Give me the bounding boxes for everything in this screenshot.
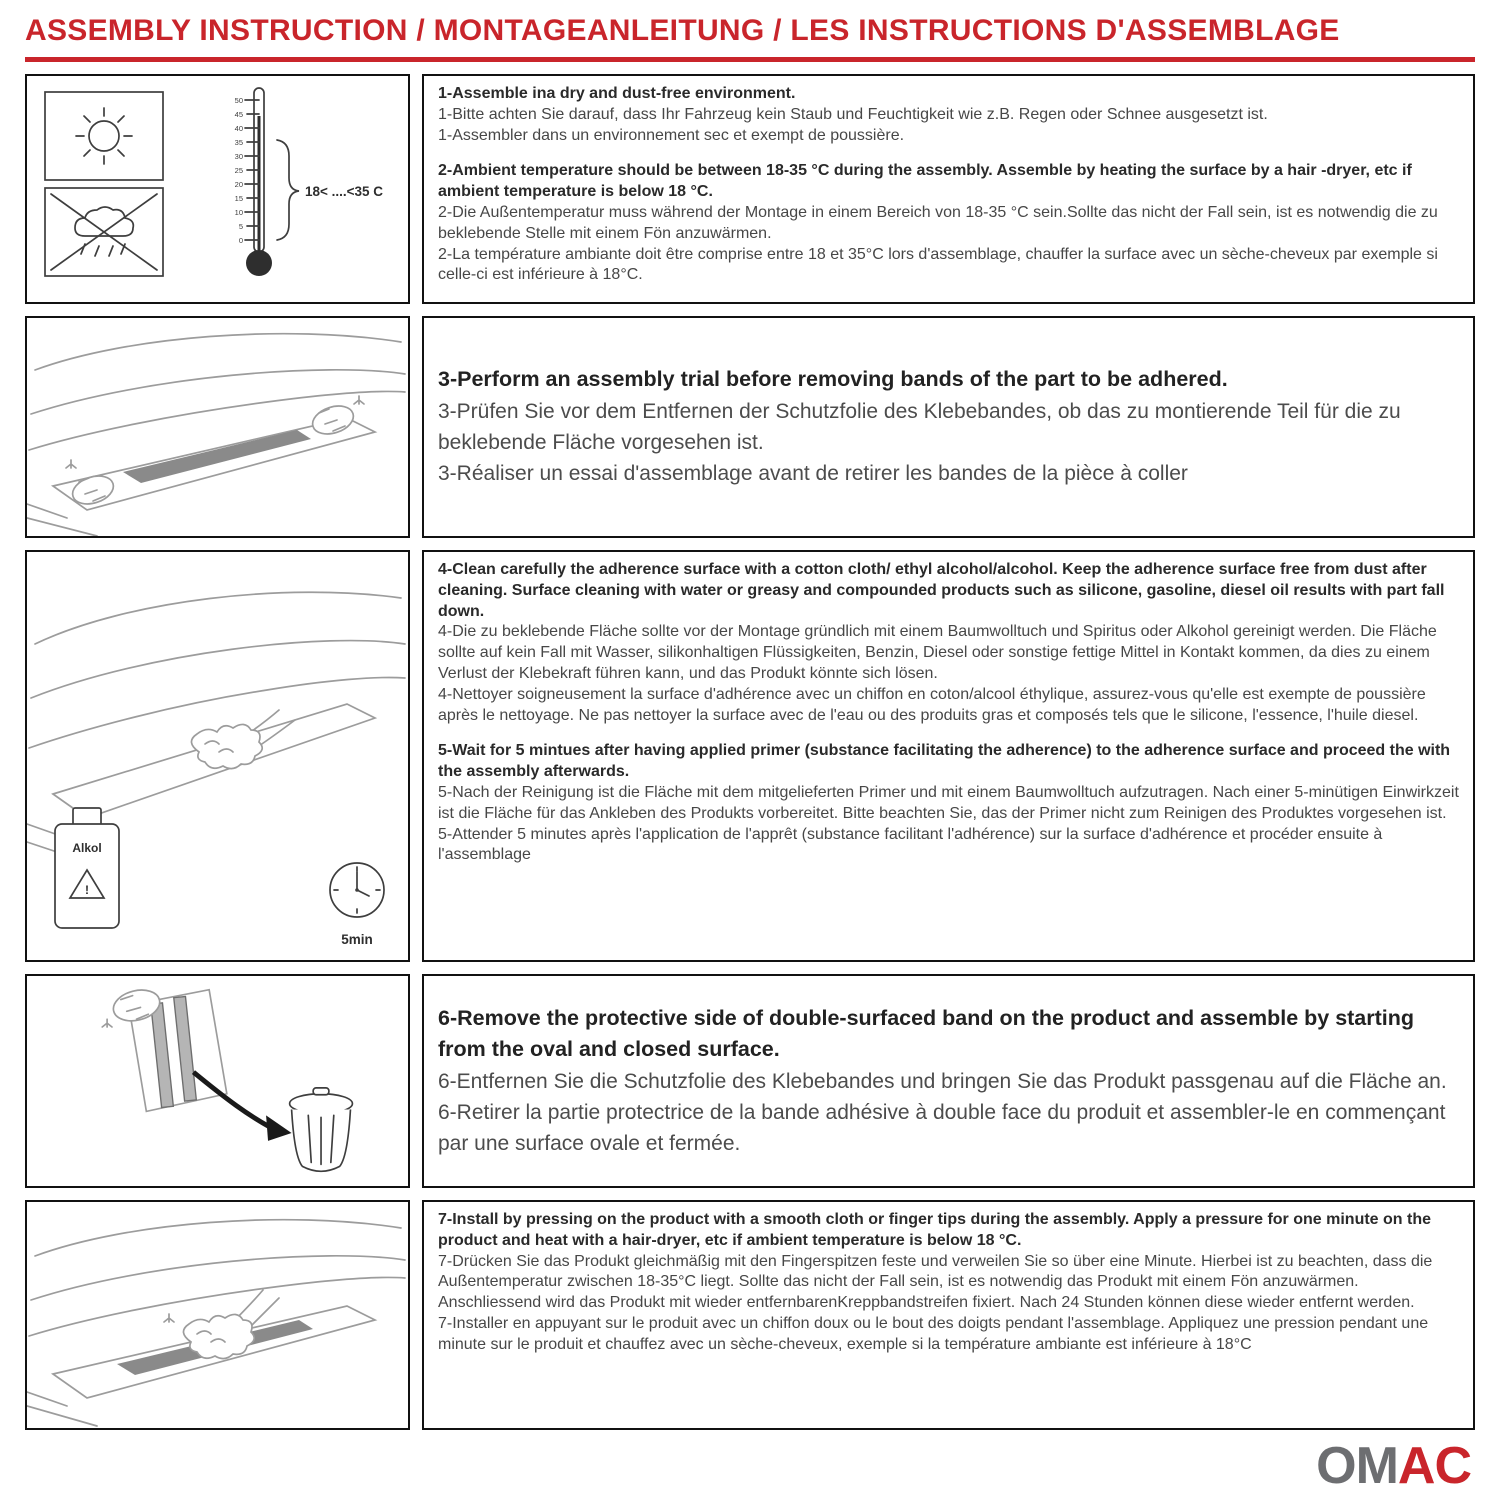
svg-text:0: 0 bbox=[238, 236, 243, 245]
instruction-text-1-2 bbox=[422, 74, 1475, 304]
figure-trial-fit bbox=[25, 316, 410, 538]
instruction-text-6 bbox=[422, 974, 1475, 1188]
instruction-row-trial bbox=[25, 316, 1475, 538]
page-title: ASSEMBLY INSTRUCTION / MONTAGEANLEITUNG / LES INSTRUCTIONS D'ASSEMBLAGE bbox=[25, 14, 1340, 47]
press-install-illustration bbox=[27, 1202, 408, 1428]
clock-icon bbox=[330, 863, 384, 947]
step6-fr: 6-Retirer la partie protectrice de la bande adhésive à double face du produit et assembler-le en commençant par une surface ovale et fermée. bbox=[438, 1101, 1446, 1156]
sun-box bbox=[45, 92, 163, 180]
sun-icon bbox=[76, 108, 132, 164]
figure-press-install bbox=[25, 1200, 410, 1430]
step5-en: 5-Wait for 5 mintues after having applied primer (substance facilitating the adherence) to the adherence surface and proceed the with the assembly afterwards. bbox=[438, 742, 1451, 781]
title-underline bbox=[25, 57, 1475, 62]
figure-cleaning bbox=[25, 550, 410, 962]
instruction-text-7 bbox=[422, 1200, 1475, 1430]
svg-text:25: 25 bbox=[234, 166, 243, 175]
step3-de: 3-Prüfen Sie vor dem Entfernen der Schutzfolie des Klebebandes, ob das zu montierende Teil für die zu beklebende Fläche vorgesehen ist. bbox=[438, 400, 1401, 455]
step7-de: 7-Drücken Sie das Produkt gleichmäßig mit den Fingerspitzen feste und verweilen Sie so über eine Minute. Hierbei ist zu beachten, dass die Außentemperatur zwischen 18-35°C liegt. Sollte das nicht der Fall sein, ist es notwendig das Produkt mit einem Fön anzuwärmen. Anschliessend wird das Produkt mit wieder entfernbarenKreppbandstreifen fixiert. Nach 24 Stunden können diese wieder entfernt werden. bbox=[438, 1252, 1433, 1312]
svg-text:10: 10 bbox=[234, 208, 243, 217]
step4-de: 4-Die zu beklebende Fläche sollte vor der Montage gründlich mit einem Baumwolltuch und Spiritus oder Alkohol gereinigt werden. Die Fläche sollte auf kein Fall mit Wasser, silikonhaltigen Flüssigkeiten, Benzin, Diesel oder sonstige fettige Mittel in Kontakt kommen, da dies zu einem Verlust der Klebekraft führen kann, und das Produkt könnte sich lösen. bbox=[438, 623, 1437, 682]
instruction-row-press bbox=[25, 1200, 1475, 1430]
instruction-row-peel bbox=[25, 974, 1475, 1188]
step7-en: 7-Install by pressing on the product with a smooth cloth or finger tips during the assembly. Apply a pressure for one minute on the product and heat with a hair-dryer, etc if ambient temperature is below 18 °C. bbox=[438, 1211, 1431, 1249]
figure-environment bbox=[25, 74, 410, 304]
step4-fr: 4-Nettoyer soigneusement la surface d'adhérence avec un chiffon en coton/alcool éthylique, assurez-vous qu'elle est exempte de poussière après le nettoyage. Ne pas nettoyer la surface avec de l'eau ou des produits gras et composés tels que le silicone, l'essence, l'huile diesel. bbox=[438, 685, 1426, 724]
clock-label: 5min bbox=[341, 932, 373, 947]
svg-text:30: 30 bbox=[234, 152, 243, 161]
cleaning-illustration bbox=[27, 552, 408, 960]
step7-fr: 7-Installer en appuyant sur le produit avec un chiffon doux ou le bout des doigts pendant l'assemblage. Appliquez une pression pendant une minute sur le produit et chauffez avec un sèche-cheveux, exemple si la température ambiante est inférieure à 18°C bbox=[438, 1314, 1429, 1353]
step6-de: 6-Entfernen Sie die Schutzfolie des Klebebandes und bringen Sie das Produkt passgenau auf die Fläche an. bbox=[438, 1070, 1447, 1094]
alcohol-label: Alkol bbox=[72, 841, 102, 855]
trash-bin-icon bbox=[290, 1088, 353, 1171]
svg-text:50: 50 bbox=[234, 96, 243, 105]
trial-fit-illustration bbox=[27, 318, 408, 536]
range-brace bbox=[277, 140, 299, 240]
no-rain-icon bbox=[51, 194, 157, 270]
footer bbox=[25, 1430, 1475, 1500]
step1-de: 1-Bitte achten Sie darauf, dass Ihr Fahrzeug kein Staub und Feuchtigkeit wie z.B. Regen oder Schnee ausgesetzt ist. bbox=[438, 105, 1268, 123]
instruction-row-clean bbox=[25, 550, 1475, 962]
arrow-icon bbox=[266, 1115, 292, 1141]
step4-en: 4-Clean carefully the adherence surface with a cotton cloth/ ethyl alcohol/alcohol. Keep the adherence surface free from dust after cleaning. Surface cleaning with water or greasy and compounded products such as silicone, gasoline, diesel oil results with part fall down. bbox=[438, 561, 1445, 620]
temp-range-label: 18< ....<35 C bbox=[305, 184, 384, 199]
step1-fr: 1-Assembler dans un environnement sec et exempt de poussière. bbox=[438, 126, 905, 144]
step2-fr: 2-La température ambiante doit être comprise entre 18 et 35°C lors d'assemblage, chauffer la surface avec un sèche-cheveux par exemple si celle-ci est inférieure à 18°C. bbox=[438, 245, 1438, 284]
environment-illustration bbox=[27, 76, 408, 302]
step5-fr: 5-Attender 5 minutes après l'application de l'apprêt (substance facilitant l'adhérence) sur la surface d'adhérence et procéder ensuite à l'assemblage bbox=[438, 825, 1383, 864]
svg-text:45: 45 bbox=[234, 110, 243, 119]
figure-peel-band bbox=[25, 974, 410, 1188]
step6-en: 6-Remove the protective side of double-surfaced band on the product and assemble by starting from the oval and closed surface. bbox=[438, 1005, 1415, 1062]
thermometer-scale bbox=[235, 96, 259, 245]
instruction-text-4-5 bbox=[422, 550, 1475, 962]
svg-text:40: 40 bbox=[234, 124, 243, 133]
svg-text:15: 15 bbox=[234, 194, 243, 203]
svg-text:20: 20 bbox=[234, 180, 243, 189]
warning-mark: ! bbox=[85, 883, 89, 897]
step3-fr: 3-Réaliser un essai d'assemblage avant de retirer les bandes de la pièce à coller bbox=[438, 462, 1188, 486]
step3-en: 3-Perform an assembly trial before removing bands of the part to be adhered. bbox=[438, 367, 1228, 392]
step5-de: 5-Nach der Reinigung ist die Fläche mit dem mitgelieferten Primer und mit einem Baumwolltuch aufzutragen. Nach einer 5-minütigen Einwirkzeit ist die Fläche für das Ankleben des Produkts vorbereitet. Bitte beachten Sie, das der Primer nicht zum Reinigen des Produktes vorgesehen ist. bbox=[438, 783, 1459, 822]
step2-en: 2-Ambient temperature should be between 18-35 °C during the assembly. Assemble by heating the surface by a hair -dryer, etc if ambient temperature is below 18 °C. bbox=[438, 162, 1412, 201]
header bbox=[25, 14, 1475, 62]
svg-text:35: 35 bbox=[234, 138, 243, 147]
svg-text:5: 5 bbox=[238, 222, 243, 231]
step2-de: 2-Die Außentemperatur muss während der Montage in einem Bereich von 18-35 °C sein.Sollte das nicht der Fall sein, ist es notwendig die zu beklebende Stelle mit einem Fön anzuwärmen. bbox=[438, 203, 1438, 242]
alcohol-bottle-icon bbox=[55, 808, 119, 928]
instruction-row-environment bbox=[25, 74, 1475, 304]
instruction-text-3 bbox=[422, 316, 1475, 538]
omac-logo-gray: OM bbox=[1316, 1437, 1398, 1495]
peel-band-illustration bbox=[27, 976, 408, 1186]
omac-logo bbox=[1316, 1437, 1471, 1495]
omac-logo-red: AC bbox=[1397, 1437, 1471, 1495]
thermometer-icon bbox=[235, 88, 384, 276]
step1-en: 1-Assemble ina dry and dust-free environment. bbox=[438, 85, 796, 102]
